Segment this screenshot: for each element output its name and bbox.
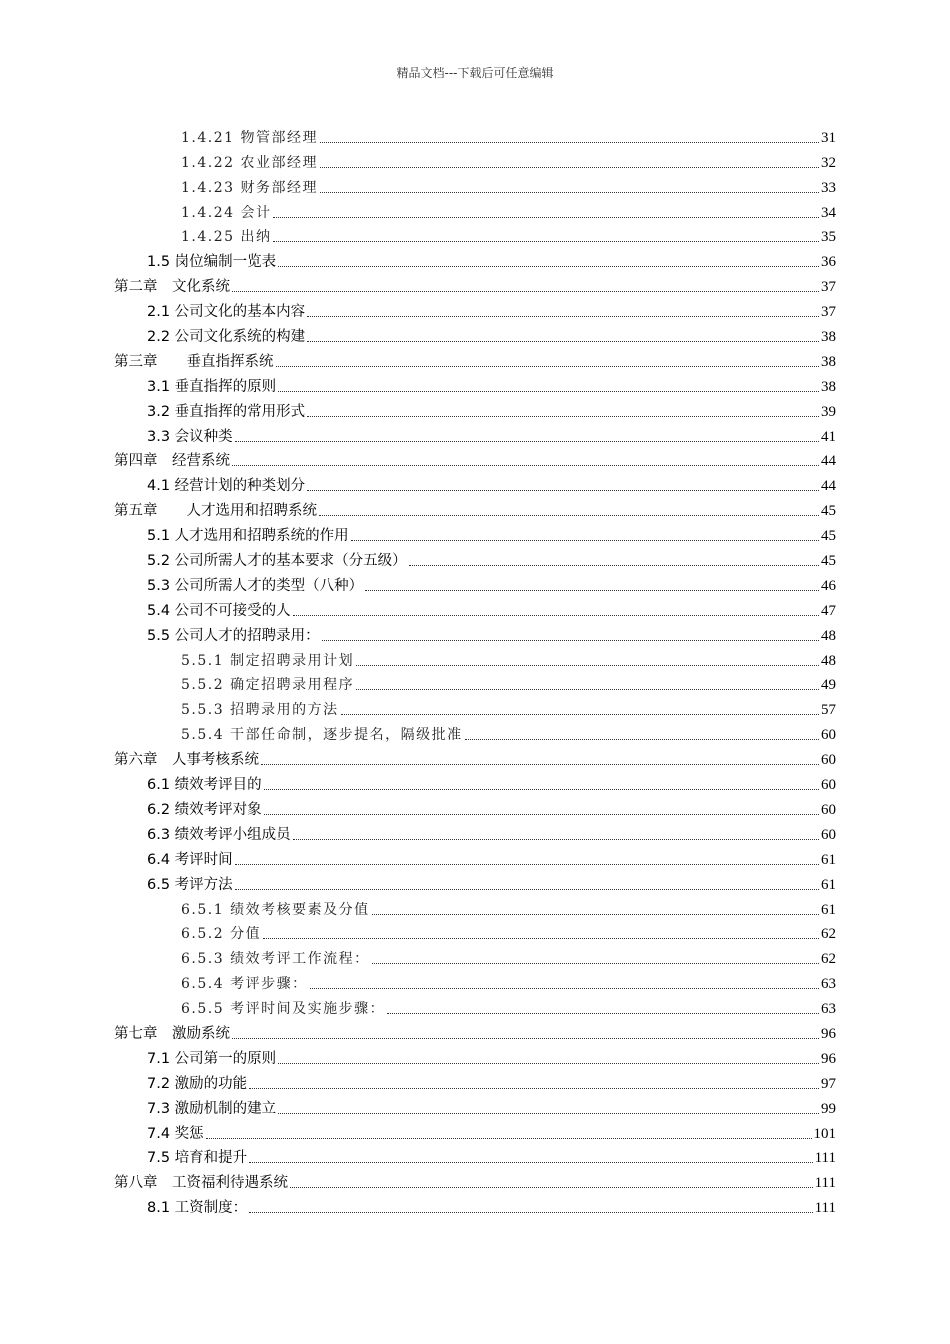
toc-entry-title: 5.2 公司所需人才的基本要求（分五级）: [147, 553, 407, 570]
toc-entry-page-number: 61: [821, 851, 836, 868]
toc-entry-page-number: 60: [821, 752, 836, 769]
toc-entry-title: 3.2 垂直指挥的常用形式: [147, 403, 306, 420]
toc-entry-title: 第八章 工资福利待遇系统: [114, 1175, 288, 1192]
toc-entry-title: 5.5 公司人才的招聘录用：: [147, 627, 320, 644]
toc-entry-title: 6.1 绩效考评目的: [147, 777, 262, 794]
toc-dot-leader: [293, 839, 819, 840]
toc-entry-title: 第六章 人事考核系统: [114, 752, 259, 769]
toc-entry[interactable]: [114, 721, 836, 746]
toc-entry-page-number: 60: [821, 777, 836, 794]
toc-entry-page-number: 37: [821, 304, 836, 321]
toc-entry-page-number: 61: [821, 876, 836, 893]
toc-entry[interactable]: [114, 970, 836, 995]
toc-entry[interactable]: [114, 497, 836, 522]
toc-dot-leader: [235, 864, 819, 865]
toc-dot-leader: [351, 540, 819, 541]
toc-dot-leader: [319, 515, 819, 516]
toc-entry[interactable]: [114, 846, 836, 871]
toc-dot-leader: [273, 217, 819, 218]
toc-entry[interactable]: [114, 149, 836, 174]
toc-entry-page-number: 96: [821, 1050, 836, 1067]
toc-entry-title: 5.5.1 制定招聘录用计划: [181, 652, 355, 669]
toc-entry-page-number: 111: [814, 1175, 836, 1192]
toc-dot-leader: [372, 914, 819, 915]
toc-entry-title: 3.1 垂直指挥的原则: [147, 378, 277, 395]
toc-entry-title: 1.4.24 会计: [181, 204, 272, 221]
toc-entry-page-number: 57: [821, 702, 836, 719]
toc-entry-page-number: 37: [821, 279, 836, 296]
toc-dot-leader: [320, 167, 819, 168]
toc-entry-title: 2.1 公司文化的基本内容: [147, 304, 306, 321]
toc-dot-leader: [356, 689, 819, 690]
toc-entry-title: 7.4 奖惩: [147, 1125, 204, 1142]
toc-entry-page-number: 41: [821, 428, 836, 445]
toc-entry[interactable]: [114, 647, 836, 672]
toc-entry-page-number: 63: [821, 1001, 836, 1018]
toc-entry-page-number: 45: [821, 503, 836, 520]
toc-dot-leader: [372, 963, 819, 964]
toc-entry-title: 1.4.23 财务部经理: [181, 179, 318, 196]
toc-entry-page-number: 39: [821, 403, 836, 420]
toc-dot-leader: [290, 1187, 813, 1188]
toc-entry[interactable]: [114, 398, 836, 423]
toc-dot-leader: [307, 490, 819, 491]
toc-entry-title: 5.5.3 招聘录用的方法: [181, 702, 339, 719]
toc-dot-leader: [278, 391, 819, 392]
toc-entry-title: 5.3 公司所需人才的类型（八种）: [147, 577, 364, 594]
toc-entry[interactable]: [114, 1169, 836, 1194]
toc-dot-leader: [320, 142, 819, 143]
toc-entry-page-number: 45: [821, 528, 836, 545]
toc-entry-title: 6.2 绩效考评对象: [147, 801, 262, 818]
toc-dot-leader: [278, 266, 819, 267]
toc-entry[interactable]: [114, 821, 836, 846]
toc-entry-title: 6.4 考评时间: [147, 851, 233, 868]
toc-entry-page-number: 97: [821, 1075, 836, 1092]
toc-entry-page-number: 101: [813, 1125, 836, 1142]
toc-dot-leader: [249, 1212, 812, 1213]
toc-entry[interactable]: [114, 1070, 836, 1095]
toc-dot-leader: [235, 889, 819, 890]
toc-entry-page-number: 38: [821, 353, 836, 370]
toc-entry[interactable]: [114, 423, 836, 448]
toc-dot-leader: [365, 590, 819, 591]
toc-dot-leader: [465, 739, 819, 740]
toc-entry-title: 5.5.4 干部任命制，逐步提名，隔级批准: [181, 727, 463, 744]
toc-entry[interactable]: [114, 572, 836, 597]
toc-entry-title: 1.5 岗位编制一览表: [147, 254, 277, 271]
toc-entry-title: 3.3 会议种类: [147, 428, 233, 445]
toc-dot-leader: [232, 1038, 819, 1039]
toc-entry-title: 6.5.1 绩效考核要素及分值: [181, 901, 370, 918]
toc-entry[interactable]: [114, 746, 836, 771]
toc-entry-title: 6.5.2 分值: [181, 926, 262, 943]
toc-entry[interactable]: [114, 323, 836, 348]
toc-entry[interactable]: [114, 771, 836, 796]
toc-entry[interactable]: [114, 1194, 836, 1219]
toc-entry[interactable]: [114, 1020, 836, 1045]
toc-dot-leader: [320, 192, 819, 193]
toc-entry-page-number: 49: [821, 677, 836, 694]
toc-dot-leader: [232, 291, 819, 292]
toc-entry-title: 第四章 经营系统: [114, 453, 230, 470]
toc-entry[interactable]: [114, 871, 836, 896]
toc-dot-leader: [232, 465, 819, 466]
toc-entry-title: 4.1 经营计划的种类划分: [147, 478, 306, 495]
toc-entry[interactable]: [114, 373, 836, 398]
toc-entry-title: 6.3 绩效考评小组成员: [147, 826, 291, 843]
toc-entry-title: 1.4.25 出纳: [181, 229, 272, 246]
toc-entry[interactable]: [114, 995, 836, 1020]
toc-dot-leader: [409, 565, 819, 566]
toc-entry[interactable]: [114, 1045, 836, 1070]
toc-dot-leader: [263, 938, 819, 939]
toc-entry-page-number: 46: [821, 577, 836, 594]
toc-entry-title: 第三章 垂直指挥系统: [114, 353, 274, 370]
toc-entry[interactable]: [114, 597, 836, 622]
toc-dot-leader: [307, 341, 819, 342]
toc-entry[interactable]: [114, 348, 836, 373]
toc-entry-title: 第二章 文化系统: [114, 279, 230, 296]
toc-entry-page-number: 34: [821, 204, 836, 221]
toc-entry-page-number: 62: [821, 926, 836, 943]
toc-dot-leader: [293, 615, 819, 616]
toc-entry[interactable]: [114, 124, 836, 149]
toc-entry-page-number: 44: [821, 478, 836, 495]
toc-entry-title: 第五章 人才选用和招聘系统: [114, 503, 317, 520]
toc-entry-title: 1.4.22 农业部经理: [181, 154, 318, 171]
toc-entry-title: 5.1 人才选用和招聘系统的作用: [147, 528, 349, 545]
toc-dot-leader: [264, 789, 819, 790]
toc-entry-page-number: 38: [821, 329, 836, 346]
toc-entry-title: 6.5.4 考评步骤：: [181, 976, 308, 993]
toc-dot-leader: [273, 241, 819, 242]
toc-entry-title: 6.5.5 考评时间及实施步骤：: [181, 1001, 386, 1018]
page-header: 精品文档---下载后可任意编辑: [396, 66, 554, 80]
toc-entry-page-number: 48: [821, 627, 836, 644]
toc-dot-leader: [206, 1138, 812, 1139]
toc-entry[interactable]: [114, 1120, 836, 1145]
toc-entry-title: 7.3 激励机制的建立: [147, 1100, 277, 1117]
toc-dot-leader: [261, 764, 819, 765]
toc-entry-title: 8.1 工资制度：: [147, 1200, 248, 1217]
toc-entry-title: 7.1 公司第一的原则: [147, 1050, 277, 1067]
toc-dot-leader: [310, 988, 819, 989]
toc-entry-title: 1.4.21 物管部经理: [181, 129, 318, 146]
toc-entry[interactable]: [114, 672, 836, 697]
toc-entry[interactable]: [114, 1095, 836, 1120]
toc-entry[interactable]: [114, 472, 836, 497]
toc-dot-leader: [249, 1162, 812, 1163]
toc-dot-leader: [356, 665, 819, 666]
toc-entry-page-number: 63: [821, 976, 836, 993]
toc-entry-page-number: 38: [821, 378, 836, 395]
toc-entry-title: 6.5.3 绩效考评工作流程：: [181, 951, 370, 968]
toc-dot-leader: [341, 714, 819, 715]
toc-entry[interactable]: [114, 622, 836, 647]
table-of-contents: [114, 124, 836, 1219]
toc-entry[interactable]: [114, 224, 836, 249]
toc-entry-title: 6.5 考评方法: [147, 876, 233, 893]
toc-entry[interactable]: [114, 921, 836, 946]
toc-dot-leader: [235, 441, 819, 442]
toc-entry-title: 7.5 培育和提升: [147, 1150, 248, 1167]
toc-entry-page-number: 96: [821, 1025, 836, 1042]
toc-dot-leader: [278, 1063, 819, 1064]
toc-entry[interactable]: [114, 298, 836, 323]
toc-entry[interactable]: [114, 1145, 836, 1170]
toc-dot-leader: [307, 316, 819, 317]
toc-entry-title: 2.2 公司文化系统的构建: [147, 329, 306, 346]
toc-entry-title: 5.4 公司不可接受的人: [147, 602, 291, 619]
toc-entry-page-number: 45: [821, 553, 836, 570]
toc-entry-title: 第七章 激励系统: [114, 1025, 230, 1042]
toc-entry[interactable]: [114, 248, 836, 273]
toc-entry[interactable]: [114, 199, 836, 224]
toc-entry-title: 5.5.2 确定招聘录用程序: [181, 677, 355, 694]
toc-entry[interactable]: [114, 174, 836, 199]
toc-entry[interactable]: [114, 448, 836, 473]
toc-dot-leader: [264, 814, 819, 815]
toc-entry[interactable]: [114, 896, 836, 921]
toc-entry[interactable]: [114, 796, 836, 821]
toc-entry-page-number: 44: [821, 453, 836, 470]
toc-entry-page-number: 60: [821, 727, 836, 744]
toc-dot-leader: [276, 366, 820, 367]
toc-entry[interactable]: [114, 696, 836, 721]
toc-entry-page-number: 62: [821, 951, 836, 968]
toc-entry-page-number: 99: [821, 1100, 836, 1117]
toc-entry[interactable]: [114, 522, 836, 547]
toc-entry[interactable]: [114, 547, 836, 572]
toc-entry-page-number: 33: [821, 179, 836, 196]
toc-entry-page-number: 111: [814, 1150, 836, 1167]
toc-dot-leader: [387, 1013, 819, 1014]
toc-entry[interactable]: [114, 273, 836, 298]
toc-entry-title: 7.2 激励的功能: [147, 1075, 248, 1092]
toc-entry-page-number: 47: [821, 602, 836, 619]
toc-entry-page-number: 36: [821, 254, 836, 271]
toc-entry-page-number: 48: [821, 652, 836, 669]
toc-entry-page-number: 31: [821, 129, 836, 146]
toc-entry-page-number: 35: [821, 229, 836, 246]
toc-entry-page-number: 32: [821, 154, 836, 171]
toc-dot-leader: [307, 416, 819, 417]
toc-entry[interactable]: [114, 945, 836, 970]
toc-entry-page-number: 61: [821, 901, 836, 918]
toc-entry-page-number: 60: [821, 826, 836, 843]
toc-dot-leader: [249, 1088, 819, 1089]
toc-dot-leader: [278, 1113, 819, 1114]
toc-dot-leader: [322, 640, 819, 641]
toc-entry-page-number: 111: [814, 1200, 836, 1217]
toc-entry-page-number: 60: [821, 801, 836, 818]
